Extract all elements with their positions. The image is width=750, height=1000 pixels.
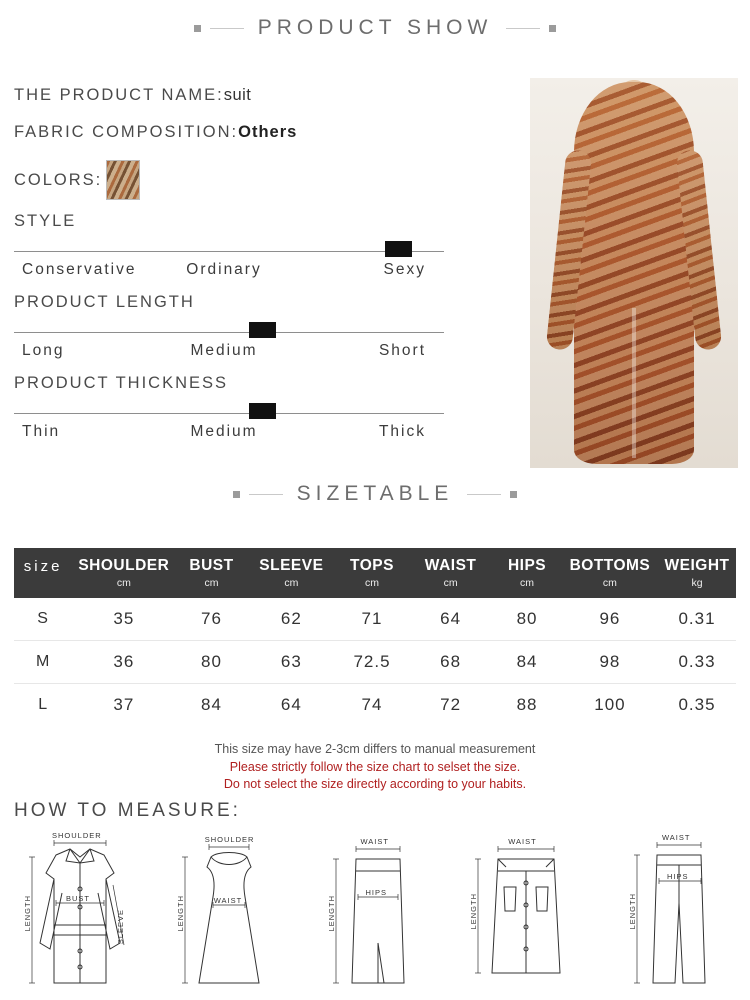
scale-marker-medium — [249, 322, 276, 338]
caption-waist: WAIST — [213, 896, 243, 905]
option-sexy: Sexy — [383, 261, 427, 278]
sizetable-left-ornament — [233, 491, 283, 498]
unit-weight: kg — [658, 577, 736, 598]
cell-tops: 72.5 — [335, 641, 409, 684]
product-info — [14, 86, 494, 455]
cell-weight: 0.35 — [678, 695, 716, 714]
cell-sleeve: 63 — [248, 641, 335, 684]
square-icon — [233, 491, 240, 498]
cell-bottoms: 98 — [562, 641, 658, 684]
unit-bottoms: cm — [562, 577, 658, 598]
col-hips: HIPS — [492, 548, 562, 577]
cell-hips: 84 — [492, 641, 562, 684]
measure-figure-jacket — [10, 833, 150, 993]
caption-shoulder: SHOULDER — [52, 831, 102, 840]
caption-sleeve: SLEEVE — [116, 909, 125, 945]
cell-sleeve: 62 — [248, 598, 335, 641]
cell-weight: 0.33 — [658, 641, 736, 684]
cell-tops: 71 — [335, 598, 409, 641]
fabric-label: FABRIC COMPOSITION: — [14, 123, 239, 141]
unit-shoulder: cm — [72, 577, 175, 598]
note-dont-guess: Do not select the size directly according to your habits. — [223, 776, 527, 791]
cell-bottoms: 100 — [594, 695, 626, 714]
header-left-ornament — [194, 25, 244, 32]
scale-bar — [14, 413, 444, 414]
colors-label: COLORS: — [14, 170, 103, 189]
caption-length: LENGTH — [326, 895, 336, 932]
scale-bar — [14, 332, 444, 333]
square-icon — [510, 491, 517, 498]
dash-icon — [210, 28, 244, 29]
col-sleeve: SLEEVE — [248, 548, 335, 577]
size-table-head — [14, 548, 736, 598]
cell-waist: 68 — [409, 641, 492, 684]
sizetable-right-ornament — [467, 491, 517, 498]
cell-tops: 74 — [361, 695, 383, 714]
product-model-photo — [530, 78, 738, 468]
model-leg-split — [632, 308, 636, 458]
option-medium: Medium — [190, 423, 258, 440]
note-follow-chart: Please strictly follow the size chart to selset the size. — [229, 760, 521, 774]
colors-row — [14, 160, 494, 200]
header-right-ornament — [506, 25, 556, 32]
unit-waist: cm — [409, 577, 492, 598]
attribute-style-title: STYLE — [14, 212, 77, 230]
caption-hips: HIPS — [667, 872, 689, 881]
unit-sleeve: cm — [248, 577, 335, 598]
option-conservative: Conservative — [22, 261, 137, 278]
caption-shoulder: SHOULDER — [204, 835, 255, 844]
size-table-units-row — [14, 577, 736, 598]
square-icon — [549, 25, 556, 32]
dash-icon — [506, 28, 540, 29]
cell-shoulder: 37 — [113, 695, 135, 714]
unit-size — [14, 577, 72, 598]
attribute-style-scale[interactable] — [14, 235, 444, 265]
attribute-length-scale[interactable] — [14, 316, 444, 346]
how-to-measure-title: HOW TO MEASURE: — [14, 800, 241, 821]
product-name-value: suit — [223, 86, 252, 104]
option-ordinary: Ordinary — [186, 261, 262, 278]
cell-weight: 0.31 — [658, 598, 736, 641]
attribute-thickness — [14, 374, 494, 441]
cell-shoulder: 36 — [72, 641, 175, 684]
dash-icon — [249, 494, 283, 495]
caption-length: LENGTH — [23, 895, 32, 932]
table-row — [14, 641, 736, 684]
col-shoulder: SHOULDER — [72, 548, 175, 577]
cell-hips: 88 — [516, 695, 538, 714]
scale-marker-medium — [249, 403, 276, 419]
cell-bottoms: 96 — [562, 598, 658, 641]
size-table-body — [14, 598, 736, 726]
pants-diagram-icon — [605, 833, 745, 993]
attribute-thickness-title: PRODUCT THICKNESS — [14, 374, 229, 392]
fabric-value: Others — [238, 123, 298, 141]
caption-length: LENGTH — [469, 893, 479, 930]
size-table — [14, 548, 736, 726]
cell-size: S — [14, 598, 72, 641]
size-table-header-row — [14, 548, 736, 577]
option-long: Long — [22, 342, 65, 359]
option-thick: Thick — [378, 423, 427, 440]
unit-bust: cm — [175, 577, 247, 598]
square-icon — [194, 25, 201, 32]
cell-waist: 72 — [440, 695, 462, 714]
measure-figure-skirt — [308, 833, 448, 993]
table-row — [14, 684, 736, 727]
note-measurement-tolerance: This size may have 2-3cm differs to manual measurement — [214, 742, 536, 756]
how-to-measure-figures — [10, 828, 745, 993]
option-thin: Thin — [22, 423, 61, 440]
dash-icon — [467, 494, 501, 495]
col-waist: WAIST — [409, 548, 492, 577]
scale-bar — [14, 251, 444, 252]
cell-bust: 76 — [175, 598, 247, 641]
attribute-style — [14, 212, 494, 279]
fabric-composition-row — [14, 123, 494, 142]
scale-marker-sexy — [385, 241, 412, 257]
col-bust: BUST — [175, 548, 247, 577]
caption-length: LENGTH — [628, 893, 637, 930]
cell-waist: 64 — [409, 598, 492, 641]
col-tops: TOPS — [335, 548, 409, 577]
cell-sleeve: 64 — [280, 695, 302, 714]
measure-figure-pants — [605, 833, 745, 993]
snake-print-swatch[interactable] — [106, 160, 140, 200]
unit-hips: cm — [492, 577, 562, 598]
cell-shoulder: 35 — [72, 598, 175, 641]
cell-bust: 80 — [175, 641, 247, 684]
attribute-length — [14, 293, 494, 360]
size-notes — [0, 742, 750, 793]
measure-figure-denim-skirt — [456, 833, 596, 993]
unit-tops: cm — [335, 577, 409, 598]
option-short: Short — [378, 342, 427, 359]
product-show-header — [0, 16, 750, 40]
option-medium: Medium — [190, 342, 258, 359]
product-name-row — [14, 86, 494, 105]
measure-figure-dress — [159, 833, 299, 993]
caption-waist: WAIST — [508, 837, 537, 846]
sizetable-title: SIZETABLE — [296, 482, 454, 505]
attribute-length-title: PRODUCT LENGTH — [14, 293, 195, 311]
col-weight: WEIGHT — [658, 548, 736, 577]
product-name-label: THE PRODUCT NAME: — [14, 86, 224, 104]
table-row — [14, 598, 736, 641]
cell-size: M — [14, 641, 72, 684]
cell-hips: 80 — [492, 598, 562, 641]
col-size: size — [14, 548, 72, 577]
cell-size: L — [38, 696, 49, 713]
page-title: PRODUCT SHOW — [257, 16, 493, 39]
caption-hips: HIPS — [365, 888, 388, 897]
cell-bust: 84 — [201, 695, 222, 714]
caption-bust: BUST — [66, 894, 91, 903]
attribute-thickness-scale[interactable] — [14, 397, 444, 427]
caption-length: LENGTH — [175, 895, 185, 932]
col-bottoms: BOTTOMS — [562, 548, 658, 577]
sizetable-header — [0, 482, 750, 506]
caption-waist: WAIST — [662, 833, 691, 842]
caption-waist: WAIST — [360, 837, 389, 846]
